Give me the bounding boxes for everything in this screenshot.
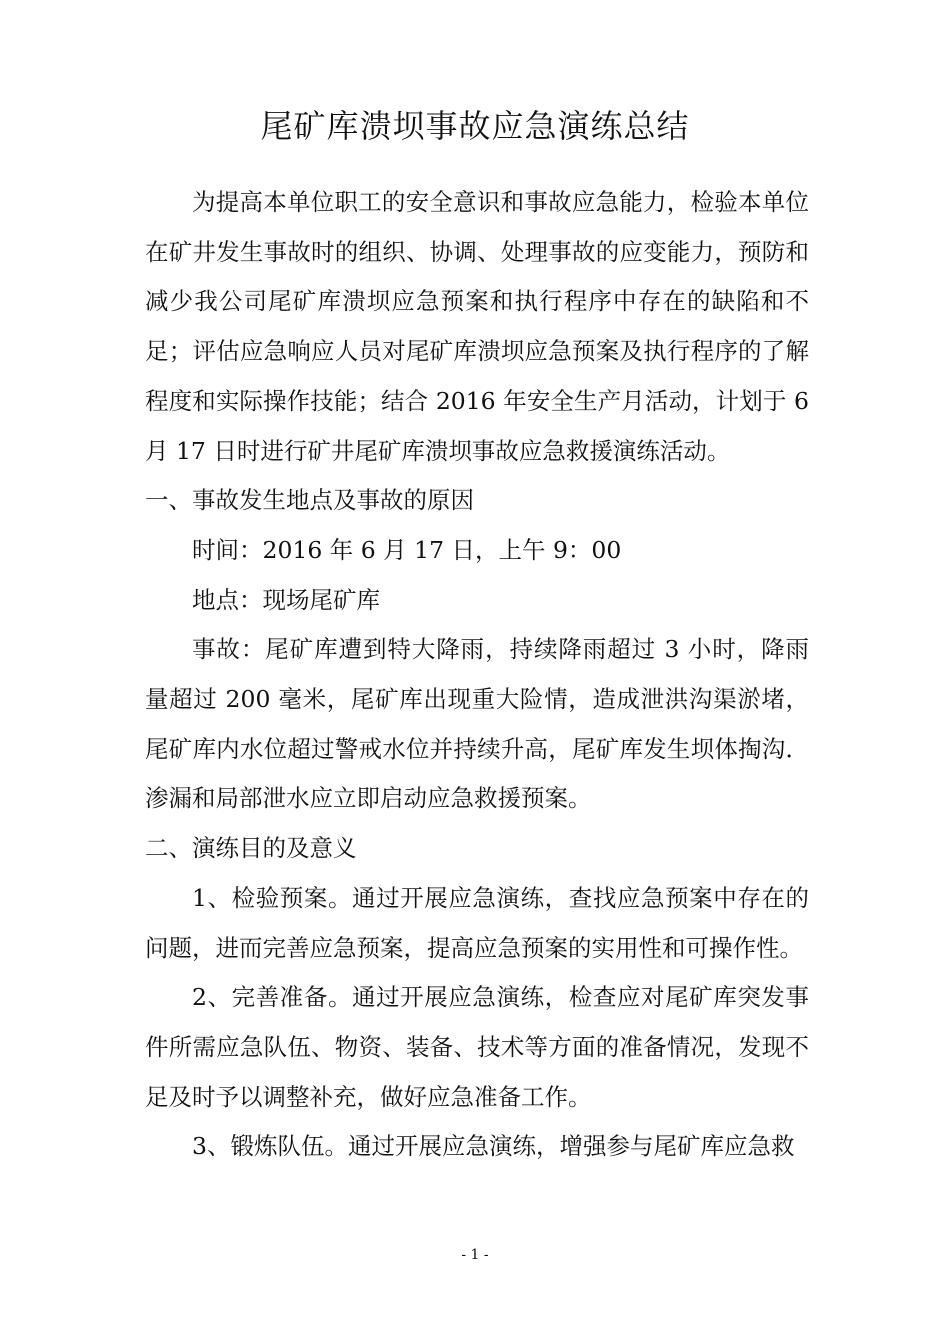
section-1-heading: 一、事故发生地点及事故的原因 — [145, 486, 474, 515]
section-1-place: 地点：现场尾矿库 — [192, 585, 380, 614]
document-body — [145, 178, 809, 1172]
document-title: 尾矿库溃坝事故应急演练总结 — [260, 107, 690, 145]
section-2-item: 1、检验预案。通过开展应急演练，查找应急预案中存在的问题，进而完善应急预案，提高应急预案的实用性和可操作性。 — [145, 883, 809, 962]
section-1-time: 时间：2016 年 6 月 17 日，上午 9：00 — [192, 535, 622, 564]
page-number: - 1 - — [461, 1247, 489, 1263]
section-2-item: 2、完善准备。通过开展应急演练，检查应对尾矿库突发事件所需应急队伍、物资、装备、技术等方面的准备情况，发现不足及时予以调整补充，做好应急准备工作。 — [145, 983, 809, 1111]
section-2-heading: 二、演练目的及意义 — [145, 834, 357, 863]
section-1-accident: 事故：尾矿库遭到特大降雨，持续降雨超过 3 小时，降雨量超过 200 毫米，尾矿库出现重大险情，造成泄洪沟渠淤堵，尾矿库内水位超过警戒水位并持续升高，尾矿库发生坝体掏沟．渗漏和局部泄水应立即启动应急救援预案。 — [145, 635, 809, 813]
section-2-item: 3、锻炼队伍。通过开展应急演练，增强参与尾矿库应急救 — [192, 1132, 795, 1161]
intro-paragraph: 为提高本单位职工的安全意识和事故应急能力，检验本单位在矿井发生事故时的组织、协调、处理事故的应变能力，预防和减少我公司尾矿库溃坝应急预案和执行程序中存在的缺陷和不足；评估应急响应人员对尾矿库溃坝应急预案及执行程序的了解程度和实际操作技能；结合 2016 年安全生产月活动，计划于 6 月 17 日时进行矿井尾矿库溃坝事故应急救援演练活动。 — [145, 188, 809, 465]
